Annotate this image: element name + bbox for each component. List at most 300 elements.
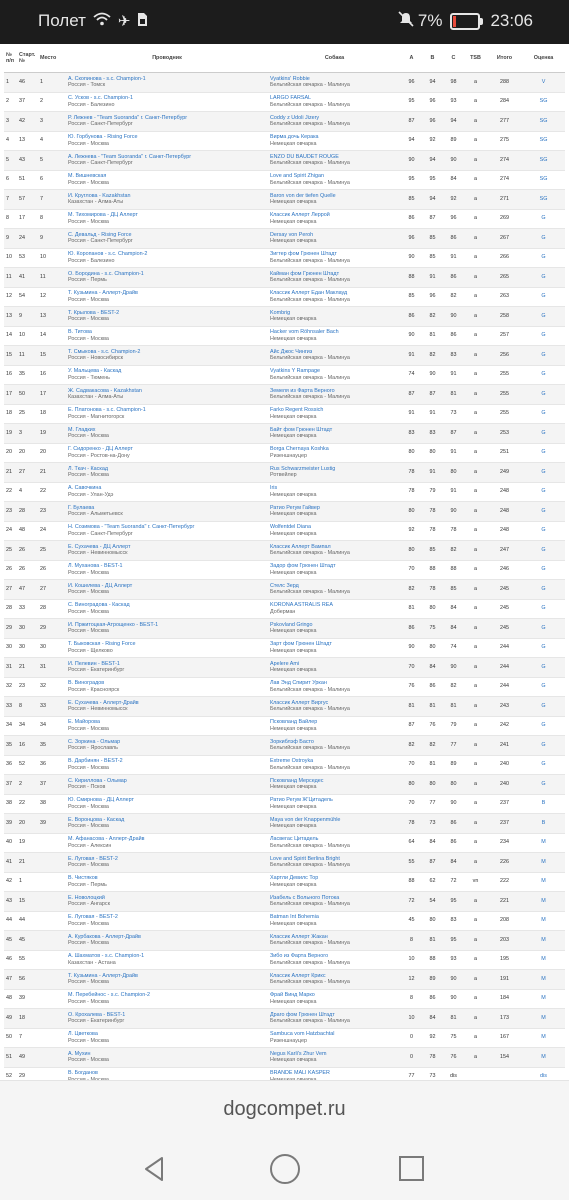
row-start-number: 11 [17, 346, 38, 366]
row-dog [268, 775, 401, 795]
row-num: 45 [4, 931, 17, 951]
row-handler [66, 580, 268, 600]
row-handler-link[interactable]: М. Гладких [68, 426, 96, 433]
table-row [4, 209, 565, 229]
row-handler-link[interactable]: А. Мухин [68, 1050, 91, 1057]
row-score-b: 80 [422, 775, 443, 795]
row-place: 20 [38, 443, 66, 463]
row-dog-link[interactable]: Farko Regent Rossich [270, 407, 324, 413]
row-handler-link[interactable]: У. Мальцева - Каскад [68, 368, 122, 374]
row-dog [268, 989, 401, 1009]
row-score-c: 84 [443, 853, 464, 873]
row-dog-link[interactable]: KORONA ASTRALIS REA [270, 602, 333, 608]
col-place-header[interactable]: Место [38, 44, 66, 73]
row-rating[interactable]: G [522, 443, 565, 463]
row-place: 31 [38, 658, 66, 678]
row-tsb: а [464, 190, 487, 210]
row-tsb: а [464, 541, 487, 561]
row-start-number: 29 [17, 1067, 38, 1087]
row-rating[interactable]: G [522, 248, 565, 268]
row-dog [268, 170, 401, 190]
row-rating[interactable]: SG [522, 190, 565, 210]
row-dog-link[interactable]: Ласвегас Цитадель [270, 836, 319, 842]
row-dog-link[interactable]: Love and Spirit Zhigan [270, 173, 324, 179]
row-handler [66, 307, 268, 327]
row-handler-detail: Россия - Москва [68, 316, 109, 323]
row-place: 30 [38, 638, 66, 658]
row-rating[interactable]: dis [522, 1067, 565, 1087]
row-tsb: а [464, 619, 487, 639]
row-rating[interactable]: SG [522, 151, 565, 171]
row-dog-link[interactable]: Зигтер фом Грюнен Штадт [270, 251, 337, 257]
row-handler-link[interactable]: М. Тихомирова - ДЦ Аллерт [68, 212, 138, 218]
row-dog-detail: Ризеншнауцер [270, 452, 307, 459]
row-place: 10 [38, 248, 66, 268]
row-rating[interactable]: B [522, 794, 565, 814]
row-dog-link[interactable]: ENZO DU BAUDET ROUGE [270, 153, 339, 160]
row-handler-link[interactable]: С. Зоркина - Ольмар [68, 738, 121, 745]
row-dog-link[interactable]: Классик Аллерт Крикс [270, 972, 326, 979]
row-handler-link[interactable]: М. Перебейнос - s.c. Champion-2 [68, 992, 151, 998]
row-dog-link[interactable]: Iris [270, 485, 278, 491]
row-handler-detail: Россия - Москва [68, 628, 109, 635]
row-dog-link[interactable]: Batman Int Bohemia [270, 914, 319, 920]
row-handler-link[interactable]: Ж. Садвакасова - Kazakhstan [68, 387, 142, 394]
row-num: 7 [4, 190, 17, 210]
row-dog-link[interactable]: Baron von der tiefen Quelle [270, 192, 336, 199]
table-row [4, 853, 565, 873]
row-total: 258 [487, 307, 522, 327]
row-handler-link[interactable]: В. Титова [68, 329, 92, 335]
row-score-b: 94 [422, 73, 443, 93]
row-num: 9 [4, 229, 17, 249]
row-rating[interactable]: M [522, 970, 565, 990]
row-rating[interactable]: G [522, 229, 565, 249]
status-bar [0, 0, 569, 44]
row-dog-link[interactable]: Псковланд Вайлер [270, 719, 318, 725]
row-total: 191 [487, 970, 522, 990]
row-num: 48 [4, 989, 17, 1009]
row-handler-link[interactable]: С. Виноградова - Каскад [68, 602, 130, 608]
row-dog-link[interactable]: BRANDE MALI KASPER [270, 1070, 330, 1076]
row-place: 26 [38, 560, 66, 580]
table-row [4, 385, 565, 405]
row-handler-detail: Россия - Москва [68, 920, 109, 927]
row-rating[interactable]: M [522, 1028, 565, 1048]
row-dog-link[interactable]: Sambuca vom Hatzbachtal [270, 1031, 335, 1037]
row-dog-link[interactable]: Стелс Зерд [270, 582, 299, 589]
row-place [38, 950, 66, 970]
row-rating[interactable]: M [522, 931, 565, 951]
row-rating[interactable]: M [522, 1009, 565, 1029]
row-handler-link[interactable]: Е. Майорова [68, 719, 100, 725]
row-score-c: 90 [443, 794, 464, 814]
row-handler [66, 482, 268, 502]
home-icon[interactable] [270, 1154, 300, 1184]
row-score-a: 77 [401, 1067, 422, 1087]
table-row [4, 170, 565, 190]
row-place: 27 [38, 580, 66, 600]
row-rating[interactable]: G [522, 619, 565, 639]
row-dog-link[interactable]: Классик Аллерт Вампал [270, 543, 331, 550]
row-dog [268, 131, 401, 151]
row-handler-link[interactable]: В. Богданов [68, 1070, 98, 1076]
row-handler-detail: Россия - Псков [68, 784, 106, 791]
row-num: 39 [4, 814, 17, 834]
table-row [4, 424, 565, 444]
row-handler-link[interactable]: О. Бородина - s.c. Champion-1 [68, 270, 144, 277]
row-handler-link[interactable]: Л. Цветкова [68, 1031, 98, 1037]
row-score-b: 84 [422, 1009, 443, 1029]
row-handler-link[interactable]: Г. Булаева [68, 504, 95, 511]
row-num: 17 [4, 385, 17, 405]
row-dog-link[interactable]: Лав Энд Спирит Уркан [270, 680, 327, 686]
row-total: 243 [487, 697, 522, 717]
row-handler-detail: Россия - Москва [68, 218, 109, 225]
row-rating[interactable]: G [522, 424, 565, 444]
row-handler-link[interactable]: А. Савочкина [68, 485, 102, 491]
row-handler-link[interactable]: С. Усков - s.c. Champion-1 [68, 95, 133, 101]
row-handler-link[interactable]: А. Курбакова - Аллерт-Драйв [68, 933, 141, 940]
row-place: 12 [38, 287, 66, 307]
row-handler [66, 248, 268, 268]
row-dog-link[interactable]: Зибо из Фарта Верного [270, 953, 329, 959]
table-row [4, 814, 565, 834]
table-row [4, 794, 565, 814]
row-start-number: 33 [17, 599, 38, 619]
row-rating[interactable]: G [522, 755, 565, 775]
row-handler-link[interactable]: Т. Кузьмина - Аллерт-Драйв [68, 290, 138, 296]
row-dog-detail: Немецкая овчарка [270, 881, 317, 888]
row-dog-link[interactable]: Драго фом Грюнен Штадт [270, 1011, 335, 1018]
row-num: 15 [4, 346, 17, 366]
row-dog-link[interactable]: Псковланд Мерседес [270, 777, 324, 784]
row-place: 38 [38, 794, 66, 814]
row-dog-link[interactable]: Ратио Регум Ж'Цитадель [270, 797, 333, 803]
row-handler-link[interactable]: В. Чистяков [68, 875, 98, 881]
row-tsb: а [464, 1009, 487, 1029]
row-rating[interactable]: M [522, 950, 565, 970]
row-dog-link[interactable]: Kombrig [270, 309, 291, 316]
row-dog-link[interactable]: Hacker vom Röhnsaler Bach [270, 329, 339, 335]
row-score-a: 55 [401, 853, 422, 873]
row-total: 195 [487, 950, 522, 970]
row-rating[interactable]: G [522, 677, 565, 697]
row-dog-link[interactable]: Apelere Ami [270, 660, 300, 667]
col-c-header[interactable]: C [443, 44, 464, 73]
col-dog-header[interactable]: Собака [268, 44, 401, 73]
row-rating[interactable]: M [522, 833, 565, 853]
row-rating[interactable]: G [522, 638, 565, 658]
row-dog-link[interactable]: Vyatkins' Robbie [270, 75, 310, 82]
row-rating[interactable]: M [522, 989, 565, 1009]
col-tsb-header[interactable]: TSB [464, 44, 487, 73]
row-dog-link[interactable]: Extreme Ostroyka [270, 758, 314, 764]
row-dog-link[interactable]: Классик Аллерт Леррой [270, 212, 330, 218]
row-rating[interactable]: G [522, 521, 565, 541]
row-handler-link[interactable]: Е. Платонова - s.c. Champion-1 [68, 407, 146, 413]
row-score-b: 87 [422, 853, 443, 873]
row-handler-link[interactable]: А. Шахматов - s.c. Champion-1 [68, 953, 145, 959]
row-rating[interactable]: G [522, 482, 565, 502]
row-rating[interactable]: G [522, 716, 565, 736]
row-handler-link[interactable]: А. Скопинова - s.c. Champion-1 [68, 75, 146, 82]
row-dog [268, 697, 401, 717]
row-score-b: 91 [422, 463, 443, 483]
row-handler-link[interactable]: Е. Сухачева - ДЦ Аллерт [68, 543, 131, 550]
row-dog-detail: Бельгийская овчарка - Малинуа [270, 959, 350, 966]
row-rating[interactable]: B [522, 814, 565, 834]
row-tsb: а [464, 911, 487, 931]
row-tsb: а [464, 560, 487, 580]
row-handler-link[interactable]: Т. Смыкова - s.c. Champion-2 [68, 348, 141, 355]
row-score-c: 89 [443, 755, 464, 775]
row-rating[interactable]: G [522, 697, 565, 717]
row-score-a: 70 [401, 658, 422, 678]
row-handler [66, 892, 268, 912]
row-score-b: 81 [422, 326, 443, 346]
row-rating[interactable]: G [522, 287, 565, 307]
row-dog-link[interactable]: Зарт фом Грюнен Штадт [270, 641, 332, 647]
row-dog-detail: Бельгийская овчарка - Малинуа [270, 901, 350, 908]
row-rating[interactable]: G [522, 580, 565, 600]
row-rating[interactable]: G [522, 775, 565, 795]
row-dog-link[interactable]: Vyatkins Y Rampage [270, 368, 320, 374]
row-score-c: 90 [443, 502, 464, 522]
row-rating[interactable]: SG [522, 131, 565, 151]
row-place: 5 [38, 151, 66, 171]
row-handler-link[interactable]: С. Девальд - Rising Force [68, 231, 132, 238]
row-score-a: 91 [401, 346, 422, 366]
row-handler-link[interactable]: И. Пелевин - BEST-1 [68, 660, 120, 667]
row-dog-link[interactable]: Ратио Регум Гайвер [270, 504, 320, 511]
row-place: 34 [38, 716, 66, 736]
row-handler-link[interactable]: Ю. Коропанов - s.c. Champion-2 [68, 251, 148, 257]
row-score-b: 95 [422, 170, 443, 190]
row-dog-link[interactable]: Negus Karli's Zhur Vem [270, 1050, 327, 1057]
row-handler-link[interactable]: Р. Лежнев - "Team Suoranda" г. Санкт-Петербург [68, 114, 188, 121]
row-rating[interactable]: M [522, 853, 565, 873]
col-b-header[interactable]: B [422, 44, 443, 73]
row-start-number: 15 [17, 892, 38, 912]
col-num-header[interactable]: № п/п [4, 44, 17, 73]
row-dog-link[interactable]: Coddy z Udoli Jizery [270, 114, 320, 121]
row-handler-detail: Россия - Санкт-Петербург [68, 121, 133, 128]
row-handler-link[interactable]: Т. Кузьмина - Аллерт-Драйв [68, 972, 138, 979]
results-table-container[interactable] [0, 44, 569, 1079]
row-num: 44 [4, 911, 17, 931]
row-handler-link[interactable]: Е. Луговая - BEST-2 [68, 914, 118, 920]
row-handler-link[interactable]: М. Вишневская [68, 173, 107, 179]
row-handler-link[interactable]: В. Дарбинян - BEST-2 [68, 758, 123, 764]
row-handler-link[interactable]: Е. Луговая - BEST-2 [68, 855, 118, 862]
row-dog-link[interactable]: Dersay von Peroh [270, 231, 314, 238]
row-dog-link[interactable]: Хартли Девилс Тор [270, 875, 319, 881]
row-num: 24 [4, 521, 17, 541]
browser-address-bar[interactable] [0, 1080, 569, 1139]
row-handler-detail: Россия - Москва [68, 979, 109, 986]
row-dog-link[interactable]: Классик Аллерт Едан Маклауд [270, 290, 348, 296]
row-dog-link[interactable]: Изабель с Вольного Потока [270, 894, 340, 901]
row-handler-link[interactable]: Л. Ткач - Каскад [68, 465, 108, 472]
row-tsb: а [464, 443, 487, 463]
row-rating[interactable]: G [522, 404, 565, 424]
row-rating[interactable]: SG [522, 170, 565, 190]
row-rating[interactable]: G [522, 502, 565, 522]
row-num: 2 [4, 92, 17, 112]
row-handler-link[interactable]: Т. Крылова - BEST-2 [68, 309, 120, 316]
row-start-number: 30 [17, 638, 38, 658]
row-rating[interactable]: SG [522, 112, 565, 132]
row-rating[interactable]: G [522, 736, 565, 756]
row-dog-link[interactable]: Borga Chernaya Koshka [270, 446, 329, 452]
carrier-label: Полет [38, 11, 86, 30]
row-rating[interactable]: M [522, 911, 565, 931]
row-handler-link[interactable]: Т. Быковская - Rising Force [68, 641, 136, 647]
row-dog-link[interactable]: Love and Spirit Berlina Bright [270, 855, 340, 862]
row-dog [268, 307, 401, 327]
row-handler-link[interactable]: Е. Сухачева - Аллерт-Драйв [68, 699, 139, 706]
row-dog-link[interactable]: Вирма дочь Керака [270, 134, 319, 140]
row-dog-link[interactable]: Кайман фом Грюнен Штадт [270, 270, 340, 277]
row-total: 247 [487, 541, 522, 561]
row-total: 256 [487, 346, 522, 366]
row-rating[interactable]: G [522, 599, 565, 619]
row-place: 29 [38, 619, 66, 639]
row-handler [66, 365, 268, 385]
table-row [4, 521, 565, 541]
row-score-c: 88 [443, 560, 464, 580]
row-handler-detail: Россия - Москва [68, 472, 109, 479]
row-dog-link[interactable]: Зоркиблэф Басто [270, 738, 314, 745]
row-score-b: 90 [422, 365, 443, 385]
row-start-number: 21 [17, 658, 38, 678]
row-dog-detail: Бельгийская овчарка - Малинуа [270, 296, 350, 303]
row-dog-link[interactable]: Wolfentdel Diana [270, 524, 311, 530]
row-score-a: 86 [401, 307, 422, 327]
row-total: 246 [487, 560, 522, 580]
row-rating[interactable]: G [522, 560, 565, 580]
row-dog-link[interactable]: Задор фом Грюнен Штадт [270, 563, 336, 569]
row-handler-link[interactable]: Е. Новолоцкий [68, 894, 105, 901]
row-dog-link[interactable]: Классик Аллерт Жакан [270, 933, 328, 940]
row-place: 3 [38, 112, 66, 132]
row-dog-link[interactable]: Байт фом Грюнен Штадт [270, 426, 333, 433]
row-num: 34 [4, 716, 17, 736]
row-handler-link[interactable]: С. Кириллова - Ольмар [68, 777, 127, 784]
row-rating[interactable]: SG [522, 92, 565, 112]
row-tsb: а [464, 326, 487, 346]
row-total: 257 [487, 326, 522, 346]
row-score-a: 87 [401, 112, 422, 132]
row-score-c: 82 [443, 677, 464, 697]
row-handler-link[interactable]: И. Кошелева - ДЦ Аллерт [68, 582, 133, 589]
row-total: 240 [487, 755, 522, 775]
row-rating[interactable]: G [522, 209, 565, 229]
row-rating[interactable]: G [522, 658, 565, 678]
row-rating[interactable]: G [522, 463, 565, 483]
row-handler-detail: Россия - Невинномысск [68, 706, 128, 713]
row-handler-link[interactable]: Л. Муханова - BEST-1 [68, 563, 123, 569]
row-dog-link[interactable]: Айс Джос Чингиз [270, 348, 313, 355]
row-rating[interactable]: G [522, 365, 565, 385]
table-row [4, 73, 565, 93]
row-num: 42 [4, 872, 17, 892]
row-handler-link[interactable]: Н. Созимова - "Team Suoranda" г. Санкт-Петербург [68, 524, 195, 530]
recent-apps-icon[interactable] [399, 1156, 424, 1181]
row-score-a: 70 [401, 755, 422, 775]
row-handler-link[interactable]: Ю. Смирнова - ДЦ Аллерт [68, 797, 134, 803]
row-score-a: 12 [401, 970, 422, 990]
row-dog [268, 1028, 401, 1048]
row-place: 35 [38, 736, 66, 756]
row-rating[interactable]: G [522, 385, 565, 405]
row-handler-detail: Россия - Красноярск [68, 686, 120, 693]
row-score-a: 94 [401, 131, 422, 151]
row-rating[interactable]: M [522, 872, 565, 892]
row-num: 27 [4, 580, 17, 600]
row-dog-link[interactable]: LARGO FARSAL [270, 95, 312, 101]
row-rating[interactable]: G [522, 307, 565, 327]
row-rating[interactable]: G [522, 541, 565, 561]
address-url[interactable]: dogcompet.ru [223, 1098, 346, 1120]
row-dog [268, 443, 401, 463]
row-start-number: 43 [17, 151, 38, 171]
row-rating[interactable]: G [522, 268, 565, 288]
col-handler-header[interactable]: Проводник [66, 44, 268, 73]
row-dog-link[interactable]: Maya von der Knappenmühle [270, 816, 341, 823]
row-handler-link[interactable]: В. Виноградов [68, 680, 105, 686]
row-handler-link[interactable]: Г. Сидоренко - ДЦ Аллерт [68, 446, 133, 452]
row-num: 12 [4, 287, 17, 307]
row-handler [66, 814, 268, 834]
col-total-header[interactable]: Итого [487, 44, 522, 73]
row-handler [66, 73, 268, 93]
col-start-header[interactable]: Старт. № [17, 44, 38, 73]
row-handler-link[interactable]: О. Крохалева - BEST-1 [68, 1011, 126, 1018]
row-dog-detail: Бельгийская овчарка - Малинуа [270, 179, 350, 186]
row-dog-link[interactable]: Классик Аллерт Виргус [270, 699, 329, 706]
row-place: 11 [38, 268, 66, 288]
row-total: 271 [487, 190, 522, 210]
row-rating[interactable]: M [522, 1048, 565, 1068]
row-handler-link[interactable]: М. Афанасова - Аллерт-Драйв [68, 836, 145, 842]
row-num: 3 [4, 112, 17, 132]
row-rating[interactable]: G [522, 346, 565, 366]
row-score-b: 91 [422, 404, 443, 424]
row-rating[interactable]: M [522, 892, 565, 912]
row-dog-link[interactable]: Rus Schwarzmeister Lustig [270, 465, 336, 472]
table-row [4, 716, 565, 736]
row-handler-link[interactable]: Е. Воронцова - Каскад [68, 816, 125, 823]
row-rating[interactable]: G [522, 326, 565, 346]
table-row [4, 229, 565, 249]
row-handler-link[interactable]: И. Пржитоцкая-Атрощенко - BEST-1 [68, 621, 159, 628]
row-handler-link[interactable]: А. Лежнева - "Team Suoranda" г. Санкт-Петербург [68, 153, 192, 160]
row-dog-link[interactable]: Фрай Винд Марко [270, 992, 315, 998]
row-handler-link[interactable]: И. Круглова - Kazakhstan [68, 192, 131, 199]
col-rating-header[interactable]: Оценка [522, 44, 565, 73]
back-icon[interactable] [142, 1156, 168, 1182]
row-place: 25 [38, 541, 66, 561]
row-handler [66, 853, 268, 873]
row-handler-link[interactable]: Ю. Горбунова - Rising Force [68, 134, 138, 140]
col-a-header[interactable]: A [401, 44, 422, 73]
row-dog-link[interactable]: Земеля из Фарта Верного [270, 387, 335, 394]
row-dog-link[interactable]: Pskovland Gringo [270, 621, 313, 628]
row-rating[interactable]: V [522, 73, 565, 93]
row-dog [268, 151, 401, 171]
